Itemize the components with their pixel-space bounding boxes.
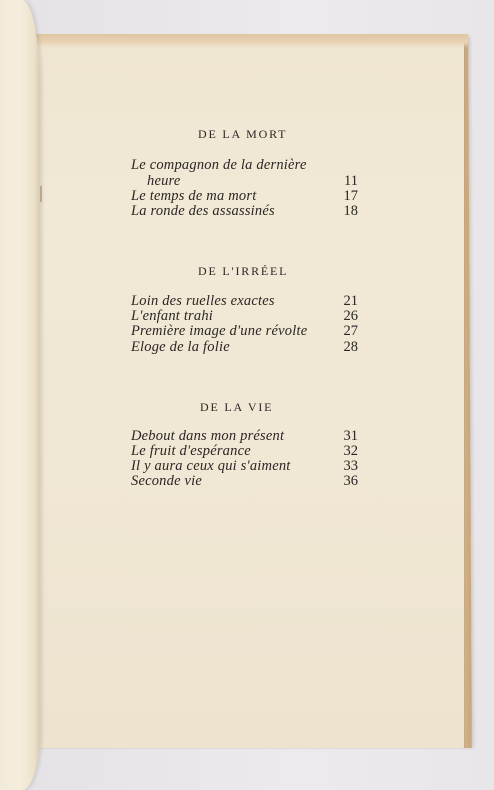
toc-entry-title: Loin des ruelles exactes xyxy=(131,293,275,309)
toc-entry-page: 32 xyxy=(343,443,358,459)
toc-entry-page: 21 xyxy=(343,293,358,309)
toc-entry-page: 31 xyxy=(343,428,358,444)
section-heading-de-la-vie: DE LA VIE xyxy=(200,400,274,414)
toc-entry-title: Il y aura ceux qui s'aiment xyxy=(131,458,291,474)
section-heading-de-la-mort: DE LA MORT xyxy=(198,127,288,141)
toc-entry-page: 28 xyxy=(343,339,358,355)
toc-entry-page: 17 xyxy=(343,188,358,204)
book-page xyxy=(24,38,464,748)
toc-entry-page: 18 xyxy=(343,203,358,219)
toc-entry-title: Eloge de la folie xyxy=(131,339,230,355)
page-top-edge xyxy=(30,34,468,48)
toc-entry-page: 26 xyxy=(343,308,358,324)
toc-entry-page: 11 xyxy=(344,173,358,189)
toc-entry-page: 36 xyxy=(343,473,358,489)
toc-entry-title: Le temps de ma mort xyxy=(131,188,257,204)
cover-fold xyxy=(0,0,40,790)
toc-entry-title: Seconde vie xyxy=(131,473,203,489)
section-heading-de-l-irreel: DE L'IRRÉEL xyxy=(198,264,289,278)
toc-entry-title: L'enfant trahi xyxy=(131,308,214,324)
toc-entry-title: Debout dans mon présent xyxy=(131,428,285,444)
toc-entry-page: 33 xyxy=(343,458,358,474)
toc-entry-title: Le compagnon de la dernière xyxy=(131,157,307,173)
binding-mark xyxy=(40,186,42,202)
toc-entry-title: Première image d'une révolte xyxy=(131,323,308,339)
toc-entry-title: Le fruit d'espérance xyxy=(131,443,251,459)
toc-entry-page: 27 xyxy=(343,323,358,339)
toc-entry-title: La ronde des assassinés xyxy=(131,203,275,219)
toc-entry-title: heure xyxy=(147,173,181,189)
